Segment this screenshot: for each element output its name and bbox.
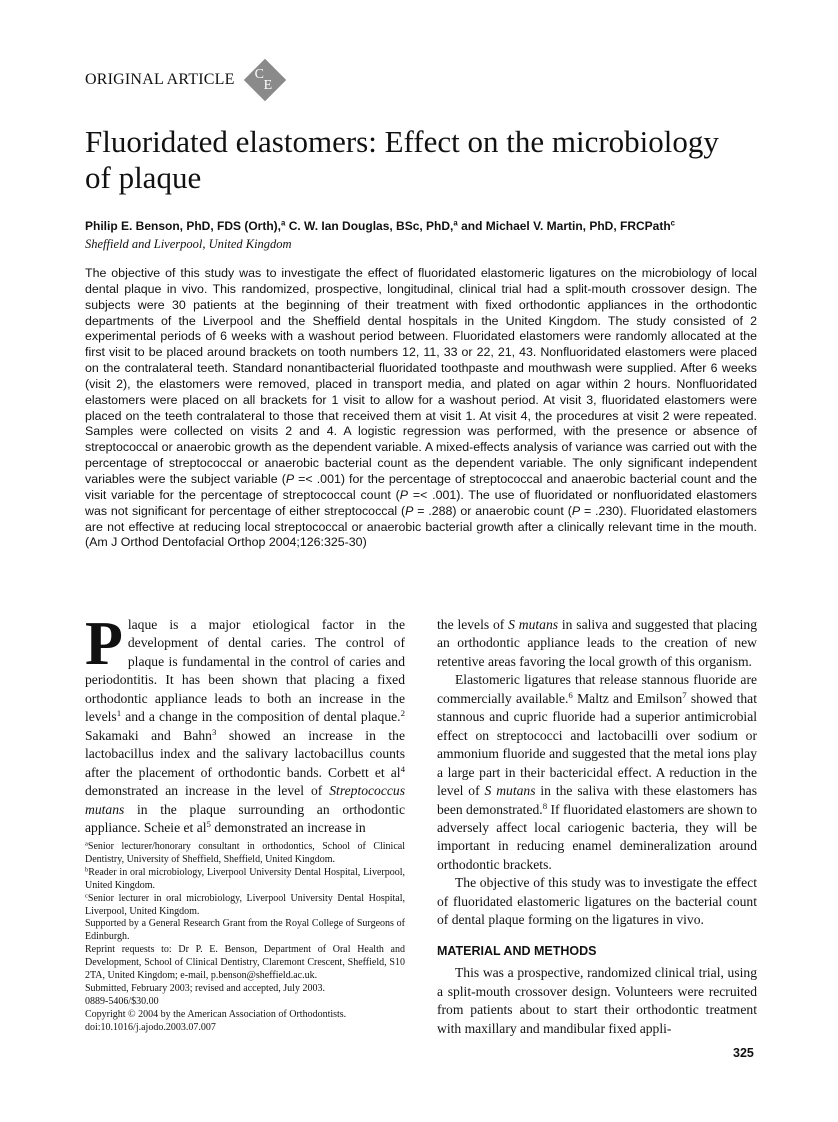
section-heading: MATERIAL AND METHODS <box>437 943 597 958</box>
body-column-right <box>437 616 757 1038</box>
text-run: in the saliva with these elastomers has been demonstrated. <box>437 783 757 817</box>
superscript-reference: a <box>85 840 88 848</box>
text-run: in saliva and suggested that placing an orthodontic appliance leads to the creation of new retentive areas favoring the local growth of this organism. <box>437 617 757 669</box>
text-run: laque is a major etiological factor in the development of dental caries. The control of plaque is fundamental in the control of caries and periodontitis. It has been shown that placing a fixed orthodontic appliance leads to both an increase in the levels <box>85 617 405 725</box>
text-run: C. W. Ian Douglas, BSc, PhD, <box>285 219 454 233</box>
text-run: Reprint requests to: Dr P. E. Benson, Department of Oral Health and Development, School of Clinical Dentistry, Claremont Crescent, Sheffield, S10 2TA, United Kingdom; e-mail, p.benson@sheffield.ac.uk. <box>85 944 405 982</box>
footnote <box>85 841 405 867</box>
italic-text: Streptococcus mutans <box>85 783 405 817</box>
text-run: =< .001) for the percentage of streptococcal and anaerobic bacterial count and the visit variable for the percentage of streptococcal count ( <box>85 471 757 502</box>
superscript-reference: a <box>281 218 286 228</box>
footnote <box>85 867 405 893</box>
text-run: in the plaque surrounding an orthodontic appliance. Scheie et al <box>85 801 405 835</box>
text-run: = .288) or anaerobic count ( <box>413 503 572 518</box>
article-header <box>85 58 287 102</box>
superscript-reference: b <box>85 866 89 874</box>
superscript-reference: 7 <box>682 689 687 700</box>
superscript-reference: 1 <box>116 708 122 719</box>
drop-cap: P <box>85 610 123 678</box>
text-run: The objective of this study was to investigate the effect of fluoridated elastomeric ligatures on the microbiology of local dental plaque in vivo. This randomized, prospective, longitudinal, clinical trial had a split-mouth crossover design. The subjects were 30 patients at the beginning of their treatment with fixed orthodontic appliances in the orthodontic departments of the Liverpool and the Sheffield dental hospitals in the United Kingdom. The study consisted of 2 experimental periods of 6 weeks with a washout period between. Fluoridated elastomers were randomly allocated at the first visit to be placed around brackets on tooth numbers 12, 11, 33 or 22, 21, 43. Nonfluoridated elastomers were placed on the contralateral teeth. Standard nonantibacterial fluoridated toothpaste and mouthwash were supplied. After 6 weeks (visit 2), the elastomers were removed, placed in transport media, and plated on agar within 2 hours. Nonfluoridated elastomers were placed on all brackets for 1 visit to allow for a washout period. At visit 3, fluoridated elastomers were placed on the teeth contralateral to those that received them at visit 1. At visit 4, the procedures at visit 2 were repeated. Samples were collected on visits 2 and 4. A logistic regression was performed, with the presence or absence of streptococcal or anaerobic growth as the dependent variable. A mixed-effects analysis of variance was carried out with the percentage of streptococcal or anaerobic bacterial count as the dependent variable. The only significant independent variables were the subject variable ( <box>85 266 757 486</box>
text-run: the levels of <box>437 617 509 632</box>
text-run: Maltz and Emilson <box>572 690 683 706</box>
body-paragraph <box>437 964 757 1038</box>
superscript-reference: 4 <box>400 763 405 774</box>
superscript-reference: c <box>670 218 676 228</box>
italic-text: P <box>405 503 414 518</box>
superscript-reference: a <box>453 218 458 228</box>
text-run: = .230). Fluoridated elastomers are not effective at reducing local streptococcal or anaerobic bacterial growth after a clinically relevant time in the mouth. (Am J Orthod Dentofacial Orthop 2004;126:325-30) <box>85 503 758 550</box>
text-run: and a change in the composition of dental plaque. <box>121 709 401 725</box>
text-run: showed that stannous and cupric fluoride had a superior antimicrobial effect on streptococci and lactobacilli over sodium or ammonium fluoride and suggested that the metal ions play a large part in their bactericidal effect. A reduction in the level of <box>437 690 757 799</box>
italic-text: S mutans <box>484 783 536 799</box>
text-run: Philip E. Benson, PhD, FDS (Orth), <box>85 219 282 233</box>
affiliation: Sheffield and Liverpool, United Kingdom <box>85 237 292 251</box>
text-run: Reader in oral microbiology, Liverpool University Dental Hospital, Liverpool, United Kingdom. <box>85 866 405 891</box>
footnote <box>85 893 405 919</box>
text-run: demonstrated an increase in the level of <box>85 783 330 799</box>
italic-text: P <box>571 503 581 518</box>
text-run: If fluoridated elastomers are shown to adversely affect local cariogenic bacteria, they will be important in reducing enamel demineralization around orthodontic brackets. <box>437 801 758 872</box>
superscript-reference: 6 <box>568 689 573 700</box>
article-title: Fluoridated elastomers: Effect on the microbiology of plaque <box>85 124 719 195</box>
logo-letter-e: E <box>263 78 273 93</box>
text-run: doi:10.1016/j.ajodo.2003.07.007 <box>85 1021 216 1033</box>
superscript-reference: 3 <box>211 726 217 737</box>
footnote <box>85 1009 405 1022</box>
body-paragraph <box>437 616 757 671</box>
abstract <box>85 266 757 551</box>
italic-text: S mutans <box>508 617 559 632</box>
text-run: This was a prospective, randomized clinical trial, using a split-mouth crossover design. Volunteers were recruited from patients about to start their orthodontic treatment with maxillary and mandibular fixed appli- <box>437 965 757 1036</box>
intro-paragraph <box>85 610 405 835</box>
text-run: demonstrated an increase in <box>210 819 366 835</box>
logo-letter-c: C <box>254 67 264 82</box>
text-run: Senior lecturer/honorary consultant in orthodontics, School of Clinical Dentistry, University of Sheffield, Sheffield, United Kingdom. <box>85 841 405 865</box>
body-paragraph <box>437 874 757 929</box>
body-column-left <box>85 610 405 837</box>
text-run: Elastomeric ligatures that release stannous fluoride are commercially available. <box>437 672 757 706</box>
footnote <box>85 983 405 996</box>
author-list <box>85 219 675 233</box>
text-run: showed an increase in the lactobacillus index and the salivary lactobacillus counts after the placement of orthodontic bands. Corbett et al <box>85 727 405 780</box>
text-run: Supported by a General Research Grant from the Royal College of Surgeons of Edinburgh. <box>85 918 405 943</box>
text-run: Senior lecturer in oral microbiology, Liverpool University Dental Hospital, Liverpool, United Kingdom. <box>85 892 405 917</box>
italic-text: P <box>399 487 409 502</box>
superscript-reference: 2 <box>400 708 405 719</box>
text-run: =< .001). The use of fluoridated or nonfluoridated elastomers was not significant for percentage of either streptococcal ( <box>85 487 757 518</box>
footnote <box>85 918 405 944</box>
text-run: Sakamaki and Bahn <box>85 727 212 743</box>
superscript-reference: 5 <box>206 819 211 830</box>
footnote <box>85 944 405 983</box>
footnote <box>85 1022 405 1035</box>
text-run: 0889-5406/$30.00 <box>85 995 159 1007</box>
page-number: 325 <box>733 1046 754 1060</box>
body-paragraph <box>437 671 757 874</box>
section-label: ORIGINAL ARTICLE <box>85 71 235 88</box>
text-run: Copyright © 2004 by the American Association of Orthodontists. <box>85 1008 347 1020</box>
text-run: The objective of this study was to investigate the effect of fluoridated elastomeric ligatures on the bacterial count of dental plaque forming on the ligatures in vivo. <box>437 875 757 928</box>
superscript-reference: c <box>85 892 88 900</box>
italic-text: P <box>285 471 295 486</box>
ce-logo-icon <box>243 58 287 102</box>
footnote <box>85 996 405 1009</box>
text-run: Submitted, February 2003; revised and accepted, July 2003. <box>85 982 325 994</box>
text-run: and Michael V. Martin, PhD, FRCPath <box>457 219 671 233</box>
footnotes <box>85 841 405 1035</box>
superscript-reference: 8 <box>542 800 548 811</box>
